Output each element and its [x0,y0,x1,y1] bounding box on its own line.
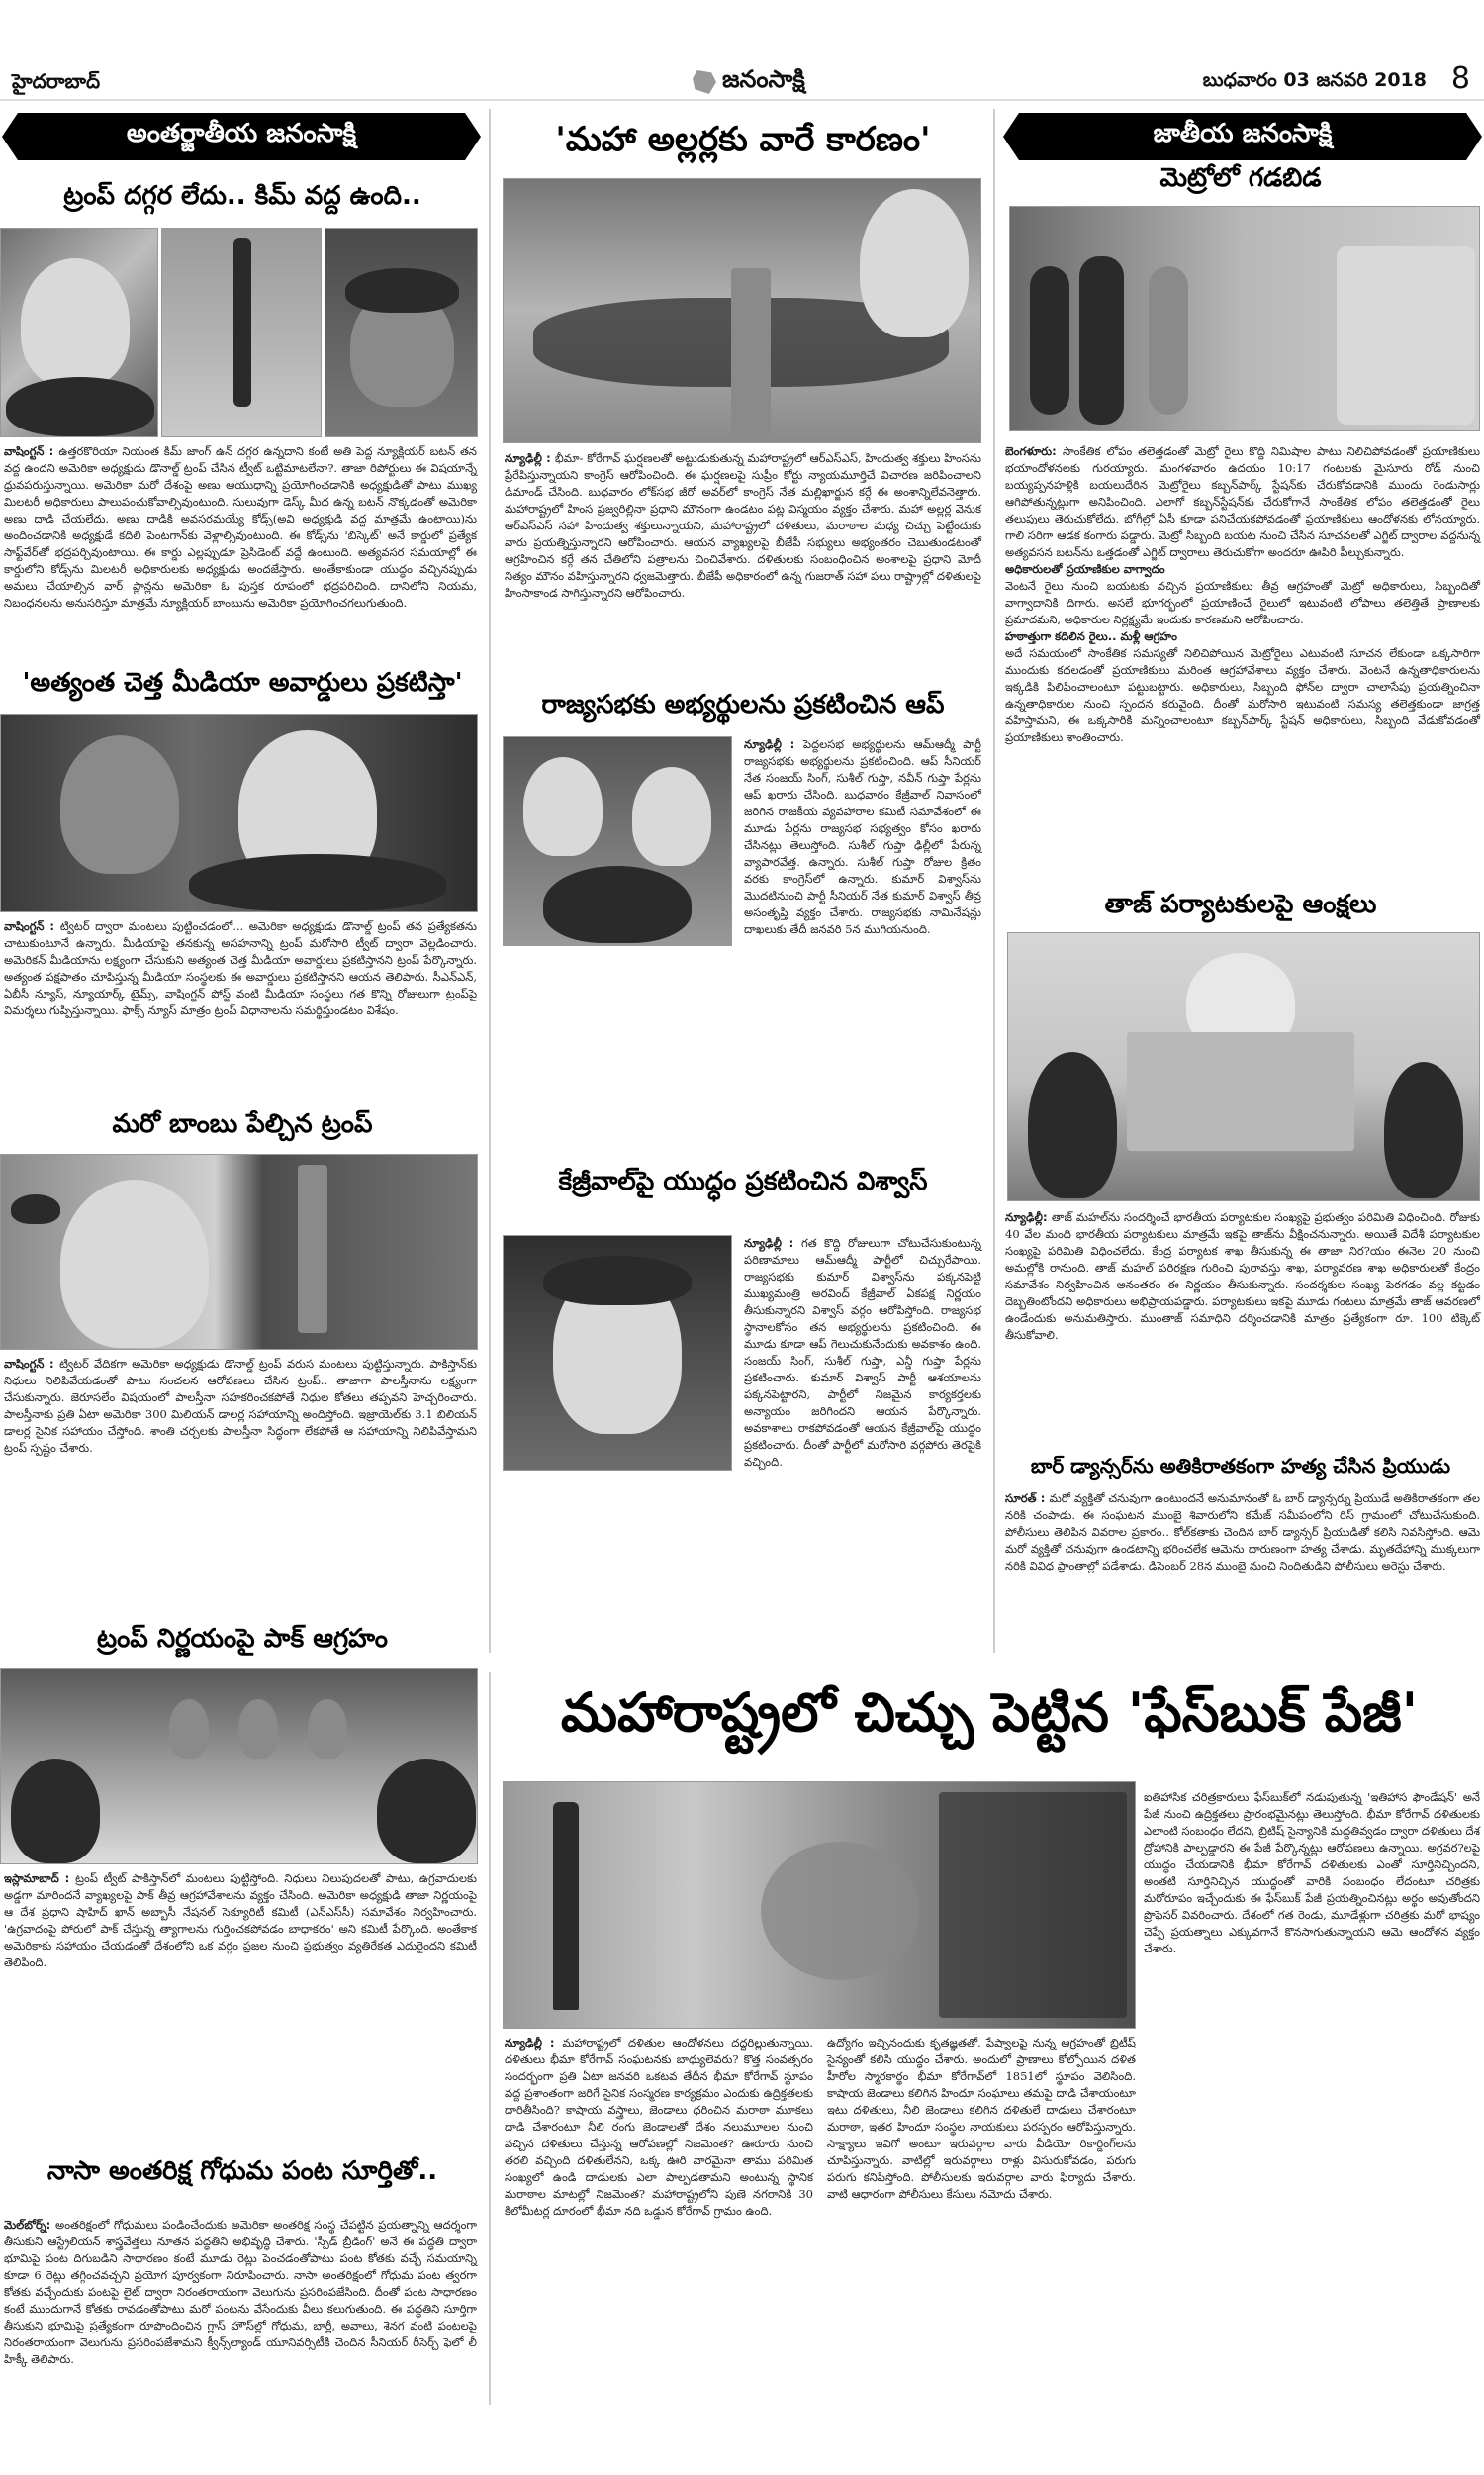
headline[interactable]: 'మహా అల్లర్లకు వారే కారణం' [555,120,931,159]
column-divider [993,109,995,1653]
photo-pak-meeting [0,1668,478,1864]
photo-trump-speech [0,714,478,912]
headline[interactable]: నాసా అంతరిక్ష గోధుమ పంట సూర్తితో.. [46,2156,438,2186]
map-logo-icon [693,70,716,94]
newspaper-logo [693,65,805,99]
article-body [1005,1490,1480,1574]
dateline: న్యూఢిల్లీ : [505,451,555,465]
article-text: గత కొద్ది రోజులుగా చోటుచేసుకుంటున్న పరిణామాలు ఆమ్‌ఆద్మీ పార్టీలో చిచ్చురేపాయి. రాజ్యసభకు కుమార్ విశ్వాస్‌ను పక్కనపెట్టి ముఖ్యమంత్రి అరవింద్ కేజ్రీవాల్ ఏకపక్ష నిర్ణయం తీసుకున్నారని విశ్వాస్ వర్గం ఆరోపిస్తోంది. రాజ్యసభ స్థానాలకోసం తన అభ్యర్థులను ప్రకటించింది. ఈ మూడు కూడా ఆప్ గెలుచుకునేందుకు అవకాశం ఉంది. సంజయ్ సింగ్, సుశీల్ గుప్తా, ఎన్డీ గుప్తా పేర్లను ప్రకటించారు. కుమార్ విశ్వాస్ పార్టీ ఆశయాలను పక్కనపెట్టారని, పార్టీలో నిజమైన కార్యకర్తలకు అన్యాయం జరిగిందని ఆయన పేర్కొన్నారు. అవకాశాలు రాకపోవడంతో ఆయన కేజ్రీవాల్‌పై యుద్ధం ప్రకటించారు. దీంతో పార్టీలో మరోసారి వర్గపోరు తెరపైకి వచ్చింది. [744,1236,981,1469]
article-body [4,2217,477,2368]
article-text: మహారాష్ట్రలో దళితుల ఆందోళనలు దద్దరిల్లుతున్నాయి. దళితులు భీమా కోరేగావ్ సంఘటనకు బాధ్యులెవరు? కొత్త సంవత్సరం సందర్భంగా ప్రతి ఏటా జనవరి ఒకటవ తేదీన భీమా కోరేగావ్ స్థూపం వద్ద ప్రశాంతంగా జరిగే సైనిక సంస్మరణ కార్యక్రమం ఎందుకు ఉద్రిక్తతలకు దారితీసింది? కాషాయ వస్త్రాలు, జెండాలు ధరించిన మరాఠా మూకలు దాడి చేశారంటూ నీలి రంగు జెండాలతో దేశం నలుమూలల నుంచి వచ్చిన దళితులు చేస్తున్న ఆరోపణల్లో నిజమెంత? ఊరూరు నుంచి తరలి వచ్చింది దళితులేనని, ఒక్క ఊరి వారమైనా తాము పరిమిత సంఖ్యలో ఉండి దాడులకు ఎలా పాల్పడతామని అంటున్న స్థానిక మరాఠాల మాటల్లో నిజమెంత? మహారాష్ట్రలోని పుణె నగరానికి 30 కిలోమీటర్ల దూరంలో భీమా నది ఒడ్డున కోరేగావ్ గ్రామం ఉంది. [505,2036,813,2218]
article-text: ఐతిహాసిక చరిత్రకారులు ఫేస్‌బుక్‌లో నడుపుతున్న 'ఇతిహాస ఫౌండేషన్' అనే పేజీ నుంచి ఉద్రిక్తతలు ప్రారంభమైనట్లు తెలుస్తోంది. భీమా కోరేగావ్ దళితులకు ఎలాంటి సంబంధం లేదని, బ్రిటిష్ సైన్యానికి మద్దతివ్వడం ద్వారా దళితులు దేశ ద్రోహానికి పాల్పడ్డారని ఈ పేజీ పేర్కొన్నట్లు ఆరోపణలు ఉన్నాయి. అగ్రవర?లపై యుద్ధం చేయడానికి భీమా కోరేగావ్ దళితులకు ఎంతో సూర్తినిచ్చిందని, అంతటి సూర్తినిచ్చిన యుద్ధంతో వారికి సంబంధం లేదంటూ చరిత్రకు మరోరూపం ఇచ్చేందుకు ఈ ఫేస్‌బుక్ పేజీ ప్రయత్నించినట్లు అర్థం అవుతోందని ప్రొఫెసర్ వివరించారు. దేశంలో గత రెండు, మూడేళ్లుగా చరిత్రకు మరో భాష్యం చెప్పే ప్రయత్నాలు ఎక్కువగానే కొనసాగుతున్నాయని ఆమె ఆందోళన వ్యక్తం చేశారు. [1144,1790,1480,1955]
dateline: మెల్‌బోర్న్: [4,2218,55,2232]
article-text: ట్రంప్ ట్వీట్ పాకిస్తాన్‌లో మంటలు పుట్టిస్తోంది. నిధులు నిలుపుదలతో పాటు, ఉగ్రవాదులకు అడ్డగా మారిందనే వ్యాఖ్యలపై పాక్ తీవ్ర ఆగ్రహావేశాలను వ్యక్తం చేసింది. అమెరికా అధ్యక్షుడి తాజా నిర్ణయంపై ఆ దేశ ప్రధాని షాహిద్ ఖాన్ అబ్బాసీ నేషనల్ సెక్యూరిటీ కమిటీ (ఎన్ఎస్‌సీ) సమావేశం నిర్వహించారు. 'ఉగ్రవాదంపై పోరులో పాక్ చేస్తున్న త్యాగాలను గుర్తించకపోవడం బాధాకరం' అని కమిటీ పేర్కొంది. అంతేకాక అమెరికాకు సహాయం చేయడంతో దేశంలోని ఒక వర్గం ప్రజల నుంచి ప్రభుత్వం వ్యతిరేకత ఎదురైందని కమిటీ తెలిపింది. [4,1871,477,1969]
dateline: న్యూఢిల్లీ : [744,737,803,751]
page-number: 8 [1450,61,1470,96]
photo-aap-leaders [503,736,732,946]
photo-metro-station [1009,206,1480,431]
headline[interactable]: తాజ్ పర్యాటకులపై ఆంక్షలు [1104,890,1377,919]
dateline: వాషింగ్టన్ : [4,919,60,933]
edition-city: హైదరాబాద్ [12,69,101,93]
dateline: న్యూఢిల్లీ: [1005,1210,1052,1224]
article-text: సాంకేతిక లోపం తలెత్తడంతో మెట్రో రైలు కొద్ది నిమిషాల పాటు నిలిచిపోవడంతో ప్రయాణికులు భయాందోళనలకు గురయ్యారు. మంగళవారం ఉదయం 10:17 గంటలకు మైసూరు రోడ్ నుంచి బయ్యప్పనహళ్లికి బయలుదేరిన మెట్రోరైలు కబ్బన్‌పార్క్ స్టేషన్‌కు చేరుకోవడానికి ముందు రెండుసార్లు ఆగిపోతున్నట్లుగా అనిపించింది. ఎలాగో కబ్బన్‌స్టేషన్‌కు చేరుకోగానే సాంకేతిక లోపం తలెత్తడంతో రైలు తలుపులు తెరుచుకోలేదు. బోగీల్లో ఏసీ కూడా పనిచేయకపోవడంతో ప్రయాణికులు ఆందోళనకు లోనయ్యారు. గాలి సరిగా ఆడక కంగారు పడ్డారు. మెట్రో సిబ్బంది బయట నుంచి చేసిన సూచనలతో ఎగ్జిట్ ద్వారాల వద్దనున్న అత్యవసన బటన్‌ను ఒత్తడంతో ఎగ్జిట్ ద్వారాలు తెరుచుకోగా అందరూ ఊపిరి పీల్చుకున్నారు. [1005,444,1481,559]
headline[interactable]: బార్ డ్యాన్సర్‌ను అతికిరాతకంగా హత్య చేసిన ప్రియుడు [1030,1454,1451,1477]
headline[interactable]: 'అత్యంత చెత్త మీడియా అవార్డులు ప్రకటిస్తా' [22,668,463,698]
article-body [744,1235,981,1471]
photo-taj-mahal [1007,932,1480,1201]
article-text: అంతరిక్షంలో గోధుమలు పండించేందుకు అమెరికా అంతరిక్ష సంస్థ చేపట్టిన ప్రయత్నాన్ని ఆదర్శంగా తీసుకుని ఆస్ట్రేలియన్ శాస్త్రవేత్తలు నూతన పద్ధతిని అభివృద్ధి చేశారు. 'స్పీడ్ బ్రీడింగ్' అనే ఈ పద్ధతి ద్వారా భూమిపై పంట దిగుబడిని సాధారణం కంటే మూడు రెట్లు పెంచడంతోపాటు పంట కోతకు వచ్చే సమయాన్ని కూడా 6 రెట్లు తగ్గించవచ్చని ప్రయోగ పూర్వకంగా నిరూపించారు. నాసా అంతరిక్షంలో గోధుమ పంట త్వరగా కోతకు వచ్చేందుకు పంటపై లైట్ ద్వారా నిరంతరాయంగా వెలుగును ప్రసరింపజేసింది. దీంతో పంట సాధారణం కంటే ముందుగానే కోతకు రావడంతోపాటు మరో పంటను వేసేందుకు వీలు కలుగుతుంది. ఈ పద్ధతిని సూర్తిగా తీసుకుని భూమిపై ప్రత్యేకంగా రూపొందించిన గ్లాస్ హౌస్‌ల్లో గోధుమ, బార్లీ, అవాలు, శెనగ వంటి పంటలపై నిరంతరాయంగా వెలుగును ప్రసరింపజేశామని క్వీన్స్‌ల్యాండ్ యూనివర్సిటీకి చెందిన సీనియర్ రీసెర్చ్ ఫెలో లీ హిక్కీ తెలిపారు. [4,2218,477,2366]
issue-date: బుధవారం 03 జనవరి 2018 [1202,69,1427,91]
dateline: వాషింగ్టన్ : [4,1357,60,1371]
article-body [4,1870,477,1971]
photo-trump [0,228,158,437]
article-text: ఉద్యోగం ఇచ్చినందుకు కృతజ్ఞతతో, పేష్వాలపై నున్న ఆగ్రహంతో బ్రిటీష్ సైన్యంతో కలిసి యుద్ధం చేశారు. అందులో ప్రాణాలు కోల్పోయిన దళిత హీరోల స్మారకార్థం భీమా కోరేగావ్‌లో 1851లో స్థూపం వెలిసింది. కాషాయ జెండాలు కలిగిన హిందూ సంఘాలు తమపై దాడి చేశాయంటూ ఇటు దళితులు, నీలి జెండాలు కలిగిన దళితులే దాడులు చేశారంటూ మరాఠా, ఇతర హిందూ సంస్థల నాయకులు పరస్పరం ఆరోపిస్తున్నారు. సాక్ష్యాలు ఇవిగో అంటూ ఇరువర్గాల వారు వీడియో రికార్డింగ్‌లను చూపిస్తున్నారు. వాటిల్లో ఇరువర్గాలు రాళ్లు విసురుకోవడం, పరుగు పరుగు కనిపిస్తోంది. పోలీసులకు ఇరువర్గాల వారు ఫిర్యాదు చేశారు. వాటి ఆధారంగా పోలీసులు కేసులు నమోదు చేశారు. [827,2036,1136,2201]
photo-kim [325,228,478,437]
article-body [4,1356,477,1457]
column-divider [489,1672,491,2405]
subheading: అధికారులతో ప్రయాణికుల వాగ్వాదం [1005,562,1165,576]
photo-kumar-vishwas [503,1235,732,1471]
article-text: తాజ్ మహల్‌ను సందర్శించే భారతీయ పర్యాటకుల సంఖ్యపై ప్రభుత్వం పరిమితి విధించింది. రోజుకు 40 వేల మంది భారతీయ పర్యాటకులు మాత్రమే ఇకపై తాజ్‌ను వీక్షించనున్నారు. అయితే విదేశీ పర్యాటకుల సంఖ్యపై పరిమితి విధించలేదు. కేంద్ర పర్యాటక శాఖ తీసుకున్న ఈ తాజా నిర?యం ఈనెల 20 నుంచి అమల్లోకి రానుంది. తాజ్ మహల్ పరిరక్షణ గురించి పురావస్తు శాఖ, పర్యావరణ శాఖ అధికారులతో కేంద్రం సమావేశం నిర్వహించిన అనంతరం ఈ నిర్ణయం తీసుకున్నారు. సందర్శకుల సంఖ్య పెరగడం వల్ల కట్టడం దెబ్బతింటోందని అధికారులు అభిప్రాయపడ్డారు. పర్యాటకులు ఇకపై మూడు గంటలు మాత్రమే తాజ్ ఆవరణలో ఉండేందుకు అనుమతిస్తారు. ముంతాజ్ సమాధిని దర్శించడానికి మాత్రం ప్రత్యేకంగా రూ. 100 టిక్కెట్ తీసుకోవాలి. [1005,1210,1480,1342]
photo-trump-pointing [0,1154,478,1350]
article-body [4,443,477,612]
article-body [4,918,477,1019]
dateline: న్యూఢిల్లీ : [505,2036,563,2049]
logo-text: జనంసాక్షి [722,65,805,93]
article-body [1005,1209,1480,1344]
article-text: పెద్దలసభ అభ్యర్థులను ఆమ్‌ఆద్మీ పార్టీ రాజ్యసభకు అభ్యర్థులను ప్రకటించింది. ఆప్ సీనియర్ నేత సంజయ్ సింగ్, సుశీల్ గుప్తా, నవీన్ గుప్తా పేర్లను ఆప్ ఖరారు చేసింది. బుధవారం కేజ్రీవాల్ నివాసంలో జరిగిన రాజకీయ వ్యవహారాల కమిటీ సమావేశంలో ఈ మూడు పేర్లను రాజ్యసభ సభ్యత్వం కోసం ఖరారు చేసినట్లు తెలుస్తోంది. సుశీల్ గుప్తా ఢిల్లీలో పేరున్న వ్యాపారవేత్త. ఉన్నారు. సుశీల్ గుప్తా రోజుల క్రితం వరకు కాంగ్రెస్‌లో ఉన్నారు. కుమార్ విశ్వాస్‌ను మొదటినుంచి పార్టీ సీనియర్ నేత కుమార్ విశ్వాస్ తీవ్ర అసంతృప్తి వ్యక్తం చేశారు. రాజ్యసభకు నామినేషన్లు దాఖలుకు తేదీ జనవరి 5న ముగియనుంది. [744,737,981,936]
photo-maharashtra-protest [503,178,981,443]
dateline: బెంగళూరు: [1005,444,1063,458]
article-text: ఉత్తరకొరియా నియంత కిమ్ జాంగ్ ఉన్ దగ్గర ఉన్నదాని కంటే అతి పెద్ద న్యూక్లియర్ బటన్ తన వద్ద ఉందని అమెరికా అధ్యక్షుడు డొనాల్డ్ ట్రంప్ చేసిన ట్వీట్ ఒట్టిమాటలేనా?. తాజా రిపోర్టులు ఈ విషయాన్నే ధ్రువపరుస్తున్నాయి. అమెరికా మరో దేశంపై అణు ఆయుధాన్ని ప్రయోగించడానికి అధ్యక్షుడితో పాటు ముఖ్య మిలటరీ అధికారులు పాలుపంచుకోవాల్సివుంటుంది. సులువుగా డెస్క్ మీద ఉన్న బటన్ నొక్కడంతో అమెరికా అణు దాడి చేయలేదు. అణు దాడికి అవసరమయ్యే కోడ్స్(అవి అధ్యక్షుడి వద్ద మాత్రమే ఉంటాయి)ను అందించడానికి అధ్యక్షుడే కదిలి పెంటగాన్‌కు వెళ్లాల్సివుంటుంది. ఈ కోడ్స్‌ను 'బిస్కెట్' అనే కార్డులో ప్రత్యేక సాఫ్ట్‌వేర్‌తో భద్రపర్చివుంటాయి. ఈ కార్డు ఎల్లప్పుడూ ప్రెసిడెంట్ వద్దే ఉంటుంది. అత్యవసర సమయాల్లో ఈ కార్డులోని కోడ్స్‌ను మిలటరీ అధికారులకు అధ్యక్షుడు అందజేస్తారు. అంతేకాకుండా యుద్ధం వచ్చినప్పుడు అమలు చేయాల్సిన వార్ ప్లాన్లను అమెరికా ఓ పుస్తక రూపంలో భద్రపరిచింది. దానిలోని నియమ, నిబంధనలను అనుసరిస్తూ మాత్రమే న్యూక్లియర్ బాంబును అమెరికా ప్రయోగించగలుగుతుంది. [4,444,478,610]
headline[interactable]: ట్రంప్ దగ్గర లేదు.. కిమ్ వద్ద ఉంది.. [63,181,421,211]
headline[interactable]: ట్రంప్ నిర్ణయంపై పాక్ ఆగ్రహం [97,1624,388,1654]
headline[interactable]: మెట్రోలో గడబిడ [1159,163,1322,193]
article-body [505,2035,813,2220]
article-body [505,450,981,602]
article-body [1005,443,1480,746]
subheading: హఠాత్తుగా కదిలిన రైలు.. మళ్లీ ఆగ్రహం [1005,629,1177,643]
article-body [1144,1789,1480,1957]
column-divider [489,109,491,1653]
section-banner-international: అంతర్జాతీయ జనంసాక్షి [18,113,465,160]
dateline: ఇస్లామాబాద్ : [4,1871,76,1885]
banner-headline[interactable]: మహారాష్ట్రలో చిచ్చు పెట్టిన 'ఫేస్‌బుక్ పేజీ' [560,1681,1419,1744]
article-text: వెంటనే రైలు నుంచి బయటకు వచ్చిన ప్రయాణికులు తీవ్ర ఆగ్రహంతో మెట్రో అధికారులు, సిబ్బందితో వాగ్వాదానికి దిగారు. అసలే భూగర్భంలో ప్రయాణించే రైలులో ఇటువంటి లోపాలు తలెత్తితే ప్రాణాలకు ప్రమాదమని, అధికారుల నిర్లక్ష్యమే ఇందుకు కారణమని ఆరోపించారు. [1005,579,1480,626]
photo-violence-scenes [503,1781,1136,2029]
photo-missile [161,228,322,437]
article-text: మరో వ్యక్తితో చనువుగా ఉంటుందనే అనుమానంతో ఓ బార్ డ్యాన్సర్ను ప్రియుడే అతికిరాతకంగా తల నరికి చంపాడు. ఈ సంఘటన ముంబై శివారులోని కమేజ్ సమీపంలోని రిస్ గ్రామంలో చోటుచేసుకుంది. పోలీసులు తెలిపిన వివరాల ప్రకారం.. కోల్‌కతాకు చెందిన బార్ డ్యాన్సర్ ప్రియుడితో కలిసి నివసిస్తోంది. ఆమె మరో వ్యక్తితో చనువుగా ఉండటాన్ని భరించలేక ఆమెను దారుణంగా హత్య చేశాడు. మృతదేహాన్ని ముక్కలుగా నరికి వివిధ ప్రాంతాల్లో పడేశాడు. డిసెంబర్ 28న ముంబై నుంచి నిందితుడిని పోలీసులు అరెస్టు చేశారు. [1005,1491,1480,1572]
dateline: సూరత్ : [1005,1491,1050,1505]
article-text: ట్విటర్ ద్వారా మంటలు పుట్టించడంలో... అమెరికా అధ్యక్షుడు డొనాల్డ్ ట్రంప్ తన ప్రత్యేకతను చాటుకుంటూనే ఉన్నారు. మీడియాపై తనకున్న అసహనాన్ని ట్రంప్ మరోసారి ట్వీట్ ద్వారా వెల్లడించారు. అమెరికన్ మీడియాను లక్ష్యంగా చేసుకుని అత్యంత చెత్త మీడియా అవార్డులు ప్రకటిస్తానని ట్రంప్ పేర్కొన్నారు. అత్యంత పక్షపాతం చూపిస్తున్న మీడియా సంస్థలకు ఈ అవార్డులు ప్రకటిస్తానని ఆయన తెలిపారు. సీఎన్ఎన్, ఏబీసీ న్యూస్, న్యూయార్క్ టైమ్స్, వాషింగ్టన్ పోస్ట్ వంటి మీడియా సంస్థలు గత కొన్ని రోజులుగా ట్రంప్‌పై విమర్శలు గుప్పిస్తున్నాయి. ఫాక్స్ న్యూస్ మాత్రం ట్రంప్ విధానాలను సమర్థిస్తుండటం విశేషం. [4,919,478,1017]
article-text: ట్విటర్ వేదికగా అమెరికా అధ్యక్షుడు డొనాల్డ్ ట్రంప్ వరుస మంటలు పుట్టిస్తున్నారు. పాకిస్తాన్‌కు నిధులు నిలిపివేయడంతో పాటు సంచలన ఆరోపణలు చేసిన ట్రంప్.. తాజాగా పాలస్తీనాను లక్ష్యంగా చేసుకున్నారు. జెరూసలేం విషయంలో పాలస్తీనా సహకరించకపోతే నిధుల కోతలు తప్పవని హెచ్చరించారు. పాలస్తీనాకు ప్రతి ఏటా అమెరికా 300 మిలియన్ డాలర్ల సహాయాన్ని అందిస్తోంది. ఇజ్రాయెల్‌కు 3.1 బిలియన్ డాలర్ల సైనిక సహాయం చేస్తోంది. శాంతి చర్చలకు పాలస్తీనా సిద్ధంగా లేకపోతే ఆ సహాయాన్ని నిలిపివేస్తామని ట్రంప్ స్పష్టం చేశారు. [4,1357,477,1455]
headline[interactable]: మరో బాంబు పేల్చిన ట్రంప్ [112,1109,373,1139]
article-text: భీమా- కోరేగావ్ ఘర్షణలతో అట్టుడుకుతున్న మహారాష్ట్రలో ఆర్ఎస్ఎస్, హిందుత్వ శక్తులు హింసను ప్రేరేపిస్తున్నాయని కాంగ్రెస్ ఆరోపించింది. ఈ ఘర్షణలపై సుప్రీం కోర్టు న్యాయమూర్తిచే విచారణ జరిపించాలని డిమాండ్ చేసింది. బుధవారం లోక్‌సభ జీరో అవర్‌లో కాంగ్రెస్ నేత మల్లిఖార్జున కర్గే ఈ అంశాన్నిలేవనెత్తారు. మహారాష్ట్రలో హింస ప్రజ్వరిల్లినా ప్రధాని మౌనంగా ఉండటం పట్ల విస్మయం వ్యక్తం చేశారు. మహా అల్లర్ల వెనుక ఆర్ఎస్ఎస్ సహా హిందుత్వ శక్తులున్నాయని, మహారాష్ట్రలో దళితులు, మరాఠాల మధ్య చిచ్చు పెట్టేందుకు వారు ప్రయత్నిస్తున్నారని ఆరోపించారు. ఆయన వ్యాఖ్యలపై బీజేపీ సభ్యులు అభ్యంతరం చెబుతుండటంతో ఆగ్రహించిన కర్గే తన చేతిలోని పత్రాలను చించివేశారు. దళితులకు సంబంధించిన అంశాలపై ప్రధాని మోదీ నిత్యం మౌనం వహిస్తున్నారని ధ్వజమెత్తారు. బీజేపీ అధికారంలో ఉన్న గుజరాత్ సహా పలు రాష్ట్రాల్లో దళితులపై హింసాకాండ సాగిస్తున్నారని ఆరోపించారు. [505,451,981,600]
headline[interactable]: రాజ్యసభకు అభ్యర్థులను ప్రకటించిన ఆప్ [541,690,945,719]
dateline: న్యూఢిల్లీ : [744,1236,802,1250]
masthead [0,61,1484,101]
section-banner-national: జాతీయ జనంసాక్షి [1019,113,1466,160]
article-body [744,736,981,938]
article-body [827,2035,1136,2203]
dateline: వాషింగ్టన్ : [4,444,59,458]
article-text: అదే సమయంలో సాంకేతిక సమస్యతో నిలిచిపోయిన మెట్రోరైలు ఎటువంటి సూచన లేకుండా ఒక్కసారిగా ముందుకు కదలడంతో ప్రయాణికులు మరింత ఆగ్రహావేశాలు వ్యక్తం చేశారు. వెంటనే ఉన్నతాధికారులను ఇక్కడికి పిలిపించాలంటూ పట్టుబట్టారు. అధికారులు, సిబ్బంది ఫోన్‌ల ద్వారా చాలాసేపు ప్రయత్నించినా ఉన్నతాధికారుల నుంచి స్పందన కరువైంది. దీంతో మరోసారి ఇటువంటి సమస్య తలెత్తకుండా జాగ్రత్త వహిస్తామని, ఈ ఒక్కసారికి మన్నించాలంటూ కబ్బన్‌పార్క్ స్టేషన్ అధికారులు, సిబ్బంది వేడుకోవడంతో ప్రయాణికులు శాంతించారు. [1005,646,1480,744]
headline[interactable]: కేజ్రీవాల్‌పై యుద్ధం ప్రకటించిన విశ్వాస్ [558,1167,928,1196]
